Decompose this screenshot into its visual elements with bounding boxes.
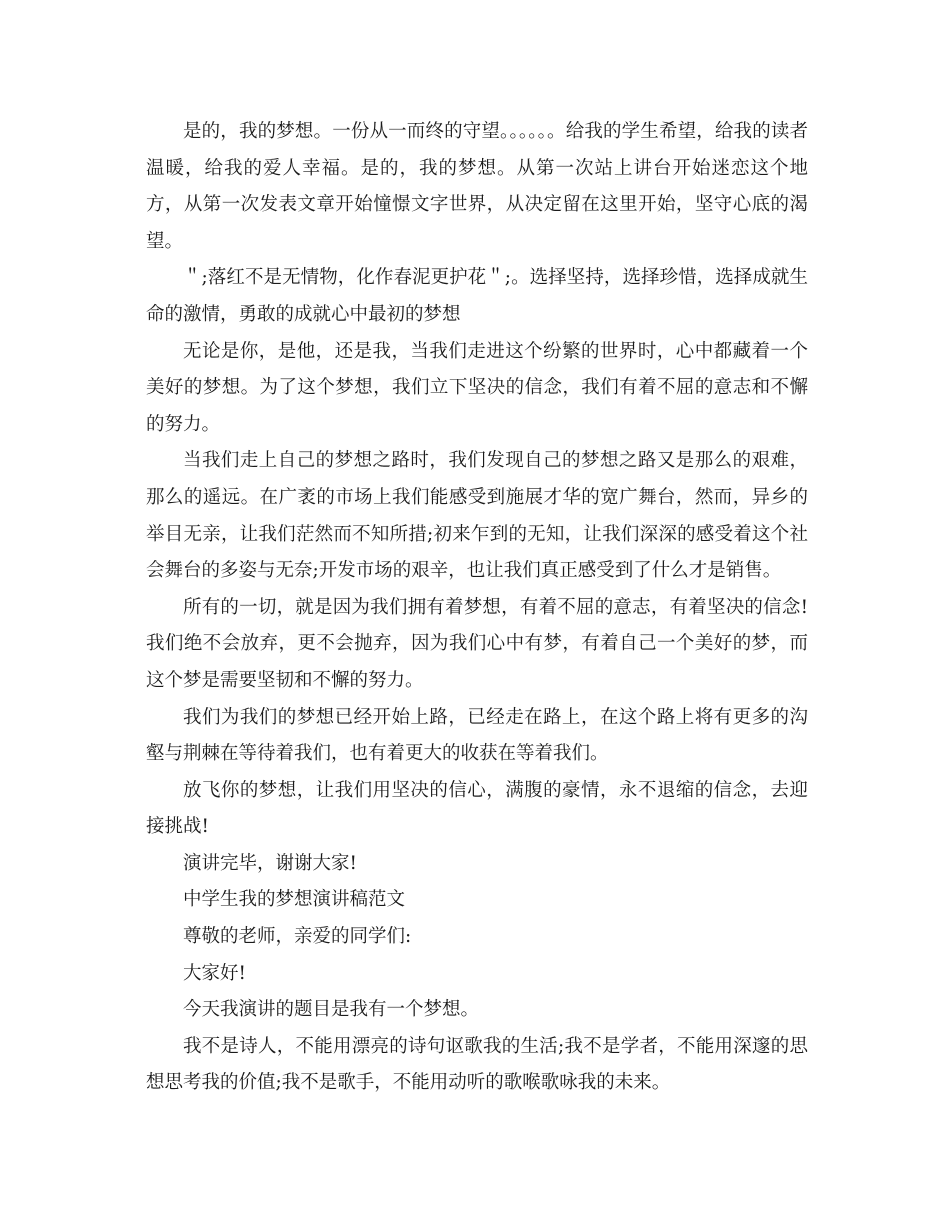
section-title: 中学生我的梦想演讲稿范文 [183,889,406,911]
paragraph-1: 是的，我的梦想。一份从一而终的守望。。。。。。给我的学生希望，给我的读者温暖，给我的爱人幸福。是的，我的梦想。从第一次站上讲台开始迷恋这个地方，从第一次发表文章开始憧憬文字世界，从决定留在这里开始，坚守心底的渴望。 [146,121,808,252]
paragraph-4: 当我们走上自己的梦想之路时，我们发现自己的梦想之路又是那么的艰难，那么的遥远。在广袤的市场上我们能感受到施展才华的宽广舞台，然而，异乡的举目无亲，让我们茫然而不知所措;初来乍到的无知，让我们深深的感受着这个社会舞台的多姿与无奈;开发市场的艰辛，也让我们真正感受到了什么才是销售。 [146,450,808,582]
closing-line: 演讲完毕，谢谢大家! [183,852,357,874]
paragraph-3: 无论是你，是他，还是我，当我们走进这个纷繁的世界时，心中都藏着一个美好的梦想。为了这个梦想，我们立下坚决的信念，我们有着不屈的意志和不懈的努力。 [146,340,808,435]
greeting: 大家好! [183,962,246,984]
paragraph-5: 所有的一切，就是因为我们拥有着梦想，有着不屈的意志，有着坚决的信念!我们绝不会放弃，更不会抛弃，因为我们心中有梦，有着自己一个美好的梦，而这个梦是需要坚韧和不懈的努力。 [146,596,808,691]
salutation: 尊敬的老师，亲爱的同学们: [183,926,412,948]
paragraph-6: 我们为我们的梦想已经开始上路，已经走在路上，在这个路上将有更多的沟壑与荆棘在等待着我们，也有着更大的收获在等着我们。 [146,706,808,765]
paragraph-13: 我不是诗人，不能用漂亮的诗句讴歌我的生活;我不是学者，不能用深邃的思想思考我的价值;我不是歌手，不能用动听的歌喉歌咏我的未来。 [146,1035,808,1094]
document-body [146,114,808,1102]
paragraph-2: ＂;落红不是无情物，化作春泥更护花＂;。选择坚持，选择珍惜，选择成就生命的激情，勇敢的成就心中最初的梦想 [146,267,808,325]
paragraph-7: 放飞你的梦想，让我们用坚决的信心，满腹的豪情，永不退缩的信念，去迎接挑战! [146,779,808,838]
speech-topic: 今天我演讲的题目是我有一个梦想。 [183,999,480,1021]
